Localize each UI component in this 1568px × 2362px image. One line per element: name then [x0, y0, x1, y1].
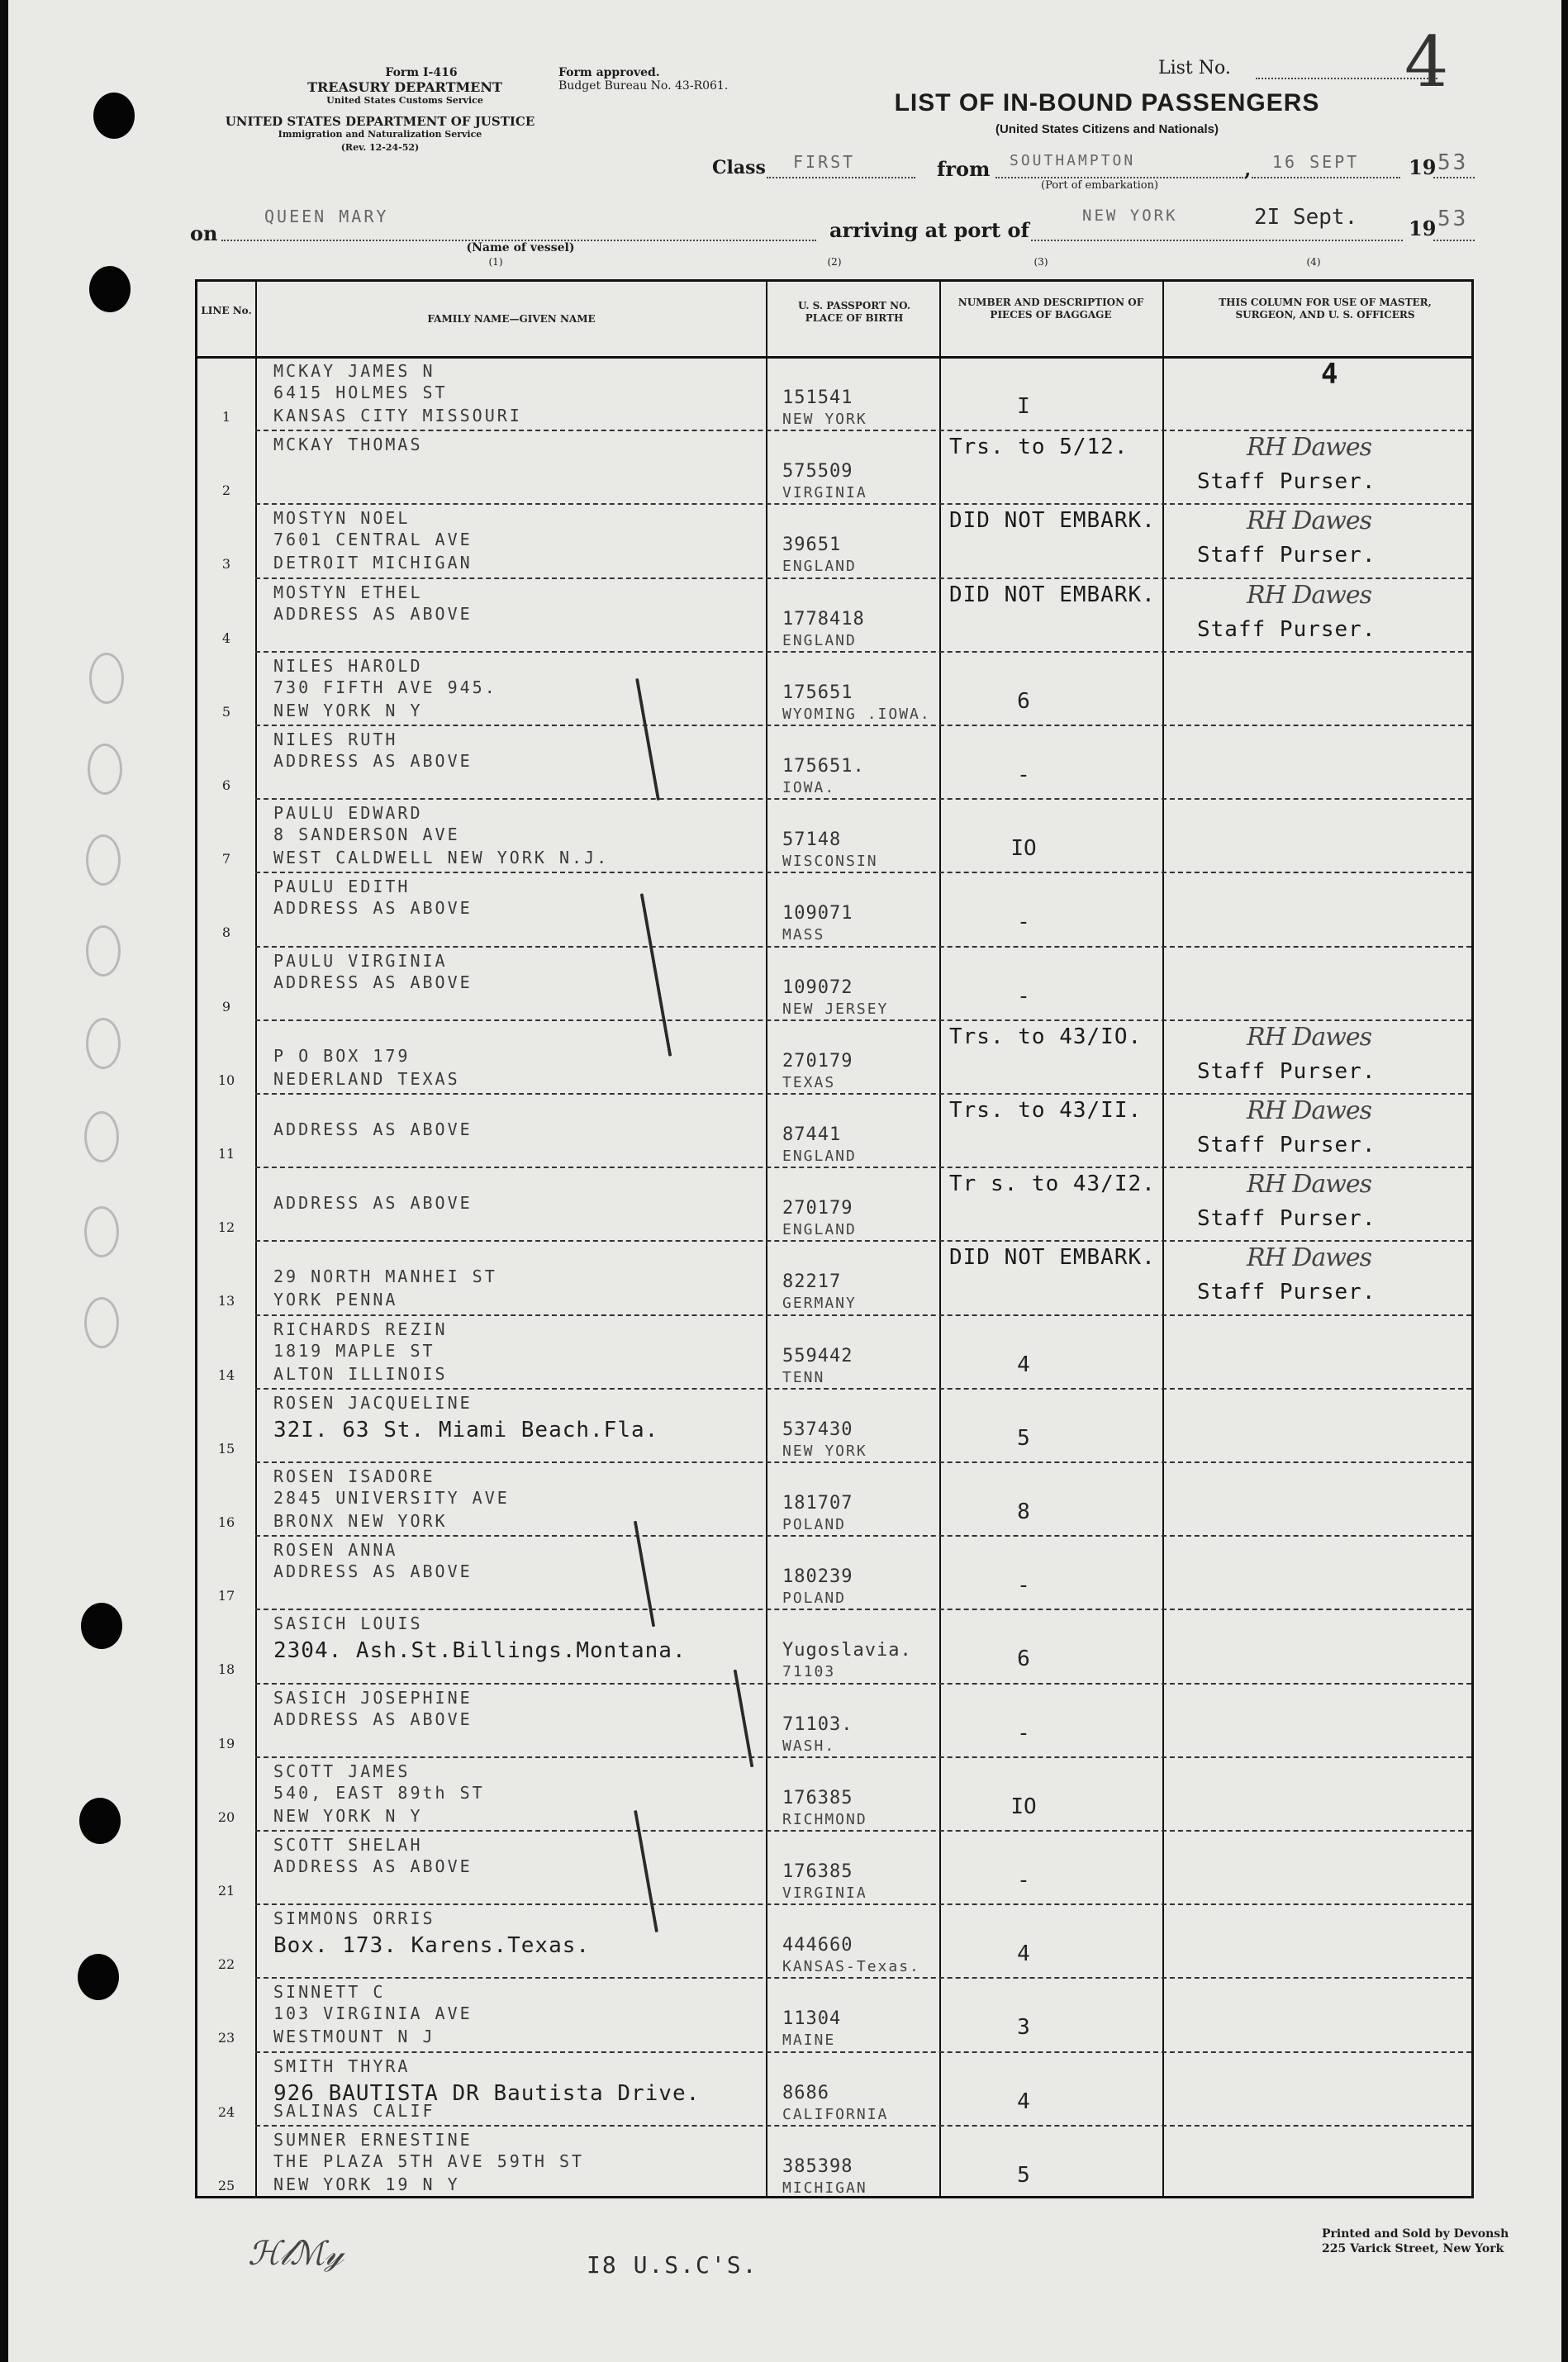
row-divider: [255, 1093, 1471, 1095]
passport-number: 444660: [782, 1935, 853, 1956]
place-of-birth: IOWA.: [782, 779, 836, 796]
place-of-birth: VIRGINIA: [782, 484, 867, 502]
line-number: 8: [221, 924, 231, 941]
row-divider: [255, 430, 1471, 431]
line-number: 20: [217, 1808, 235, 1825]
baggage-count: -: [1017, 763, 1030, 787]
address-line-1: ADDRESS AS ABOVE: [273, 1561, 473, 1582]
address-line-1: 926 BAUTISTA DR Bautista Drive.: [273, 2080, 701, 2106]
row-divider: [255, 798, 1471, 800]
line-number: 11: [217, 1146, 235, 1162]
address-line-1: 103 VIRGINIA AVE: [273, 2003, 473, 2024]
address-line-2: NEW YORK N Y: [273, 1805, 423, 1826]
class-value: FIRST: [793, 152, 856, 172]
passport-number: 575509: [782, 461, 853, 482]
place-of-birth: CALIFORNIA: [782, 2105, 889, 2123]
place-of-birth: ENGLAND: [782, 1221, 857, 1239]
row-divider: [255, 1830, 1471, 1832]
vessel-caption: (Name of vessel): [466, 241, 575, 254]
passenger-name: PAULU EDWARD: [273, 803, 423, 824]
line-number: 5: [221, 703, 231, 720]
purser-signature: RH Dawes: [1247, 1096, 1372, 1125]
passenger-name: SASICH JOSEPHINE: [273, 1687, 473, 1708]
binder-hole: [78, 1954, 119, 2000]
line-number: 24: [217, 2103, 235, 2120]
place-of-birth: ENGLAND: [782, 631, 857, 649]
address-line-1: ADDRESS AS ABOVE: [273, 1856, 473, 1876]
purser-signature: RH Dawes: [1247, 506, 1372, 536]
initials-signature: ℋ𝓁ℳ𝓎: [248, 2235, 343, 2273]
row-divider: [255, 503, 1471, 505]
place-of-birth: VIRGINIA: [782, 1884, 867, 1902]
passenger-name: SINNETT C: [273, 1982, 386, 2003]
line-number: 21: [217, 1883, 235, 1899]
line-number: 13: [217, 1293, 235, 1309]
address-line-2: YORK PENNA: [273, 1290, 398, 1310]
row-divider: [255, 1756, 1471, 1758]
row-divider: [255, 725, 1471, 726]
on-label: on: [190, 221, 218, 245]
place-of-birth: ENGLAND: [782, 558, 857, 576]
passport-number: 559442: [782, 1345, 853, 1366]
baggage-count: 6: [1017, 1647, 1030, 1672]
document-page: Form I-416 TREASURY DEPARTMENT United States Customs Service UNITED STATES DEPARTMENT OF JUSTICE Immigration and Naturalization Service (Rev. 12-24-52) Form approved. Budget Bureau No. 43-R061. List No. 4 LIST OF IN-BOUND PASSENGERS (United States Citizens and Nationals) Class FIRST from SOUTHAMPTON (Port of embarkation) , 16 SEPT 19 53 on QUEEN MARY (Name of vessel) (1) arriving at port of NEW YORK 2I Sept. 19 53 (2) (3) (4) LINE No. FAMILY NAME—GIVEN NAME U. S. PASSPORT NO. PLACE OF BIRTH NUMBER AND DESCRIPTION OF PIECES OF BAGGAGE THIS COLUMN FOR USE OF MASTER, SURGEON, AND U. S. OFFICERS 1 MCKAY JAMES N 6415 HOLMES ST KANSAS CITY MISSOURI 151541 NEW YORK I 4 2 MCKAY THOMAS 575509 VIRGINIA Trs. to 5/12. RH Dawes Staff Purser. 3 MOSTYN NOEL 7601 CENTRAL AVE DETROIT MICHIGAN 39651 ENGLAND DID NOT EMBARK. RH Dawes Staff Purser. 4 MOSTYN ETHEL ADDRESS AS ABOVE 1778418 ENGLAND DID NOT EMBARK. RH Dawes Staff Purser. 5 NILES HAROLD 730 FIFTH AVE 945. NEW YORK N Y 175651 WYOMING .IOWA. 6 6 NILES RUTH ADDRESS AS ABOVE 175651. IOWA. - 7 PAULU EDWARD 8 SANDERSON AVE WEST CALDWELL NEW YORK N.J. 57148 WISCONSIN IO 8 PAULU EDITH ADDRESS AS ABOVE 109071 MASS - 9 PAULU VIRGINIA ADDRESS AS ABOVE 109072 NEW JERSEY - 10 P O BOX 179 NEDERLAND TEXAS 270179 TEXAS Trs. to 43/IO. RH Dawes Staff Purser. 11 ADDRESS AS ABOVE 87441 ENGLAND Trs. to 43/II. RH Dawes Staff Purser. 12 ADDRESS AS ABOVE 270179 ENGLAND Tr s. to 43/I2. RH Dawes Staff Purser. 13 29 NORTH MANHEI ST YORK PENNA 82217 GERMANY DID NOT EMBARK. RH Dawes Staff Purser. 14 RICHARDS REZIN 1819 MAPLE ST ALTON ILLINOIS 559442 TENN 4 15 ROSEN JACQUELINE 32I. 63 St. Miami Beach.Fla. 537430 NEW YORK 5 16 ROSEN ISADORE 2845 UNIVERSITY AVE BRONX NEW YORK 181707 POLAND 8 17 ROSEN ANNA ADDRESS AS ABOVE 180239 POLAND - 18 SASICH LOUIS 2304. Ash.St.Billings.Montana. Yugoslavia. 71103 6 19 SASICH JOSEPHINE ADDRESS AS ABOVE 71103. WASH. - 20 SCOTT JAMES 540, EAST 89th ST NEW YORK N Y 176385 RICHMOND IO 21 SCOTT SHELAH ADDRESS AS ABOVE 176385 VIRGINIA - 22 SIMMONS ORRIS Box. 173. Karens.Texas. 444660 KANSAS-Texas. 4 23 SINNETT C 103 VIRGINIA AVE WESTMOUNT N J 11304 MAINE 3 24 SMITH THYRA 926 BAUTISTA DR Bautista Drive. SALINAS CALIF 8686 CALIFORNIA 4 25 SUMNER ERNESTINE THE PLAZA 5TH AVE 59TH ST NEW YORK 19 N Y 385398 MICHIGAN 5 ℋ𝓁ℳ𝓎 I8 U.S.C'S. Printed and Sold by Devonsh 225 Varick Street, New York: [8, 0, 1561, 2362]
passport-number: 109071: [782, 903, 853, 924]
address-line-1: 2304. Ash.St.Billings.Montana.: [273, 1638, 687, 1664]
address-line-2: ALTON ILLINOIS: [273, 1363, 448, 1384]
row-divider: [255, 1903, 1471, 1905]
passenger-name: MCKAY JAMES N: [273, 361, 435, 381]
passenger-name: SUMNER ERNESTINE: [273, 2129, 473, 2150]
embark-year: 53: [1437, 150, 1469, 175]
row-divider: [255, 1461, 1471, 1463]
passport-number: 151541: [782, 387, 853, 408]
address-line-2: KANSAS CITY MISSOURI: [273, 406, 522, 425]
line-number: 15: [217, 1440, 235, 1457]
header-baggage: NUMBER AND DESCRIPTION OF PIECES OF BAGGAGE: [957, 297, 1144, 321]
baggage-count: 4: [1017, 1941, 1030, 1967]
row-note: Tr s. to 43/I2.: [949, 1171, 1156, 1197]
baggage-count: 5: [1017, 1425, 1030, 1451]
place-of-birth: WASH.: [782, 1737, 836, 1755]
passport-number: 39651: [782, 535, 842, 556]
purser-signature: RH Dawes: [1247, 580, 1372, 610]
form-title: LIST OF IN-BOUND PASSENGERS: [894, 89, 1320, 116]
passport-number: 537430: [782, 1419, 853, 1440]
place-of-birth: MASS: [782, 926, 825, 944]
passport-number: 180239: [782, 1566, 853, 1588]
arrival-year: 53: [1437, 207, 1469, 231]
row-divider: [255, 946, 1471, 948]
line-number: 6: [221, 777, 231, 793]
passenger-name: SIMMONS ORRIS: [273, 1908, 435, 1929]
line-number: 3: [221, 556, 231, 573]
address-line-1: ADDRESS AS ABOVE: [273, 1709, 473, 1729]
baggage-count: 5: [1017, 2162, 1030, 2188]
header-passport: U. S. PASSPORT NO. PLACE OF BIRTH: [797, 300, 911, 324]
column-marker-4: (4): [1306, 256, 1321, 268]
address-line-1: ADDRESS AS ABOVE: [273, 603, 473, 624]
officer-note: Staff Purser.: [1197, 1206, 1376, 1232]
purser-signature: RH Dawes: [1247, 433, 1372, 463]
officer-note: 4: [1321, 358, 1339, 391]
line-number: 23: [217, 2030, 235, 2046]
officer-note: Staff Purser.: [1197, 543, 1376, 568]
row-divider: [255, 1167, 1471, 1168]
address-line-2: DETROIT MICHIGAN: [273, 553, 473, 573]
address-line-1: 6415 HOLMES ST: [273, 383, 448, 402]
address-line-1: THE PLAZA 5TH AVE 59TH ST: [273, 2151, 585, 2171]
place-of-birth: TEXAS: [782, 1073, 836, 1091]
place-of-birth: MAINE: [782, 2032, 836, 2050]
passenger-name: ROSEN ISADORE: [273, 1466, 435, 1486]
passenger-name: NILES RUTH: [273, 730, 398, 749]
passenger-name: MOSTYN ETHEL: [273, 582, 423, 602]
passenger-name: SMITH THYRA: [273, 2055, 411, 2076]
place-of-birth: NEW JERSEY: [782, 1000, 889, 1018]
row-divider: [255, 1683, 1471, 1685]
row-note: DID NOT EMBARK.: [949, 508, 1156, 534]
embark-date: 16 SEPT: [1272, 152, 1360, 172]
line-number: 16: [217, 1514, 235, 1530]
form-approved: Form approved.: [558, 66, 660, 79]
binder-hole-ring: [84, 1206, 119, 1257]
passport-number: 175651.: [782, 756, 865, 777]
passport-number: 109072: [782, 977, 853, 998]
officer-note: Staff Purser.: [1197, 1133, 1376, 1157]
row-divider: [255, 1019, 1471, 1021]
binder-hole-ring: [89, 653, 124, 704]
header-line-no: LINE No.: [201, 305, 252, 316]
place-of-birth: WISCONSIN: [782, 853, 878, 871]
baggage-count: -: [1017, 1868, 1030, 1893]
address-line-2: SALINAS CALIF: [273, 2100, 435, 2121]
row-divider: [255, 651, 1471, 653]
header-officers: THIS COLUMN FOR USE OF MASTER, SURGEON, AND U. S. OFFICERS: [1219, 297, 1432, 321]
line-number: 7: [221, 851, 231, 867]
passport-number: 270179: [782, 1050, 853, 1072]
baggage-count: 4: [1017, 2089, 1030, 2114]
passenger-name: PAULU EDITH: [273, 877, 411, 897]
address-line-2: NEW YORK N Y: [273, 700, 423, 720]
printer-line-1: Printed and Sold by Devonsh: [1322, 2227, 1509, 2241]
from-port: SOUTHAMPTON: [1010, 152, 1136, 169]
passport-number: 176385: [782, 1787, 853, 1808]
header-name: FAMILY NAME—GIVEN NAME: [427, 313, 596, 325]
binder-hole-ring: [86, 834, 121, 886]
binder-hole: [93, 93, 135, 139]
address-line-1: ADDRESS AS ABOVE: [273, 1193, 473, 1214]
passport-number: 385398: [782, 2155, 853, 2177]
passport-number: 11304: [782, 2008, 842, 2030]
place-of-birth: POLAND: [782, 1590, 847, 1608]
passport-number: 71103.: [782, 1713, 853, 1735]
baggage-count: -: [1017, 983, 1030, 1009]
row-divider: [255, 1535, 1471, 1537]
passenger-name: MOSTYN NOEL: [273, 508, 411, 529]
address-line-2: NEW YORK 19 N Y: [273, 2174, 460, 2194]
passenger-name: ROSEN ANNA: [273, 1540, 398, 1561]
address-line-1: ADDRESS AS ABOVE: [273, 898, 473, 919]
passport-number: 1778418: [782, 608, 865, 630]
address-line-2: NEDERLAND TEXAS: [273, 1068, 460, 1089]
column-marker-2: (2): [827, 256, 842, 268]
purser-signature: RH Dawes: [1247, 1022, 1372, 1052]
place-of-birth: KANSAS-Texas.: [782, 1958, 920, 1976]
address-line-2: BRONX NEW YORK: [273, 1511, 448, 1531]
customs-service: United States Customs Service: [326, 95, 483, 106]
row-divider: [255, 1609, 1471, 1610]
row-note: Trs. to 43/IO.: [949, 1024, 1143, 1049]
row-divider: [255, 2051, 1471, 2053]
department-of-justice: UNITED STATES DEPARTMENT OF JUSTICE: [225, 114, 535, 129]
baggage-count: -: [1017, 910, 1030, 935]
line-number: 2: [221, 482, 231, 499]
row-divider: [255, 1314, 1471, 1316]
passport-number: 87441: [782, 1124, 842, 1145]
address-line-1: Box. 173. Karens.Texas.: [273, 1933, 591, 1959]
purser-signature: RH Dawes: [1247, 1243, 1372, 1273]
treasury-department: TREASURY DEPARTMENT: [307, 79, 502, 95]
address-line-1: ADDRESS AS ABOVE: [273, 1119, 473, 1139]
list-number-value: 4: [1404, 21, 1449, 102]
address-line-1: ADDRESS AS ABOVE: [273, 751, 473, 771]
passport-number: Yugoslavia.: [782, 1640, 912, 1661]
list-number-label: List No.: [1158, 58, 1231, 78]
uscs-count: I8 U.S.C'S.: [587, 2251, 758, 2279]
form-subtitle: (United States Citizens and Nationals): [995, 122, 1219, 136]
place-of-birth: NEW YORK: [782, 411, 867, 428]
binder-hole-ring: [86, 925, 121, 977]
passport-number: 175651: [782, 682, 853, 703]
passport-number: 270179: [782, 1198, 853, 1219]
row-divider: [255, 1240, 1471, 1242]
place-of-birth: GERMANY: [782, 1295, 857, 1313]
vessel-name: QUEEN MARY: [264, 207, 389, 226]
row-divider: [255, 1977, 1471, 1979]
officer-note: Staff Purser.: [1197, 1058, 1376, 1084]
baggage-count: 4: [1017, 1352, 1030, 1377]
binder-hole: [81, 1603, 122, 1649]
passenger-name: SCOTT SHELAH: [273, 1835, 423, 1855]
binder-hole-ring: [84, 1111, 119, 1162]
column-marker-1: (1): [488, 256, 503, 268]
baggage-count: 8: [1017, 1499, 1030, 1524]
officer-note: Staff Purser.: [1197, 469, 1376, 495]
line-number: 18: [217, 1661, 235, 1678]
line-number: 22: [217, 1956, 235, 1973]
row-divider: [255, 1388, 1471, 1390]
place-of-birth: MICHIGAN: [782, 2179, 867, 2197]
passenger-name: MCKAY THOMAS: [273, 435, 423, 455]
passenger-name: PAULU VIRGINIA: [273, 950, 448, 971]
ins-name: Immigration and Naturalization Service: [278, 129, 482, 140]
binder-hole-ring: [84, 1297, 119, 1348]
baggage-count: 3: [1017, 2015, 1030, 2041]
address-line-1: 29 NORTH MANHEI ST: [273, 1267, 497, 1287]
binder-hole-ring: [86, 1018, 121, 1069]
budget-bureau: Budget Bureau No. 43-R061.: [558, 79, 729, 93]
line-number: 10: [217, 1072, 235, 1088]
address-line-1: 32I. 63 St. Miami Beach.Fla.: [273, 1417, 659, 1442]
officer-note: Staff Purser.: [1197, 616, 1376, 642]
address-line-1: P O BOX 179: [273, 1045, 411, 1066]
form-number: Form I-416: [385, 66, 458, 79]
printer-line-2: 225 Varick Street, New York: [1322, 2242, 1504, 2255]
baggage-count: -: [1017, 1573, 1030, 1599]
place-of-birth: RICHMOND: [782, 1810, 867, 1828]
row-note: Trs. to 5/12.: [949, 435, 1128, 460]
line-number: 17: [217, 1588, 235, 1604]
line-number: 14: [217, 1366, 235, 1383]
line-number: 4: [221, 630, 231, 646]
baggage-count: -: [1017, 1720, 1030, 1746]
address-line-1: 540, EAST 89th ST: [273, 1782, 485, 1803]
line-number: 9: [221, 998, 231, 1015]
binder-hole-ring: [88, 744, 122, 795]
address-line-2: WEST CALDWELL NEW YORK N.J.: [273, 848, 610, 868]
passport-number: 82217: [782, 1271, 842, 1293]
passenger-table: [195, 279, 1474, 2198]
line-number: 1: [221, 409, 231, 425]
revision-date: (Rev. 12-24-52): [340, 142, 420, 153]
passenger-name: SASICH LOUIS: [273, 1613, 423, 1634]
purser-signature: RH Dawes: [1247, 1170, 1372, 1200]
place-of-birth: POLAND: [782, 1516, 847, 1533]
column-marker-3: (3): [1033, 256, 1048, 268]
row-note: DID NOT EMBARK.: [949, 1245, 1156, 1271]
class-label: Class: [712, 157, 766, 178]
passenger-name: ROSEN JACQUELINE: [273, 1392, 473, 1413]
address-line-1: 2845 UNIVERSITY AVE: [273, 1488, 510, 1508]
address-line-2: WESTMOUNT N J: [273, 2027, 435, 2047]
baggage-count: I: [1017, 394, 1030, 419]
passenger-name: NILES HAROLD: [273, 655, 423, 676]
from-label: from: [937, 157, 991, 181]
baggage-count: 6: [1017, 688, 1030, 714]
row-divider: [255, 872, 1471, 873]
address-line-1: 7601 CENTRAL AVE: [273, 530, 473, 550]
address-line-1: 1819 MAPLE ST: [273, 1340, 435, 1361]
embark-year-prefix: 19: [1409, 155, 1437, 179]
passport-number: 57148: [782, 829, 842, 851]
line-number: 25: [217, 2177, 235, 2193]
arrival-port: NEW YORK: [1082, 207, 1178, 225]
address-line-1: 8 SANDERSON AVE: [273, 825, 460, 845]
place-of-birth: NEW YORK: [782, 1442, 867, 1460]
line-number: 12: [217, 1219, 235, 1236]
address-line-1: 730 FIFTH AVE 945.: [273, 677, 497, 697]
place-of-birth: WYOMING .IOWA.: [782, 705, 931, 723]
baggage-count: IO: [1010, 1794, 1037, 1819]
passenger-name: RICHARDS REZIN: [273, 1319, 448, 1339]
binder-hole: [89, 266, 131, 312]
address-line-1: ADDRESS AS ABOVE: [273, 972, 473, 992]
row-divider: [255, 2125, 1471, 2127]
passenger-name: SCOTT JAMES: [273, 1761, 411, 1781]
row-note: DID NOT EMBARK.: [949, 582, 1156, 607]
place-of-birth: TENN: [782, 1368, 825, 1386]
officer-note: Staff Purser.: [1197, 1280, 1376, 1305]
line-number: 19: [217, 1735, 235, 1751]
passport-number: 8686: [782, 2082, 829, 2103]
place-of-birth: ENGLAND: [782, 1148, 857, 1165]
row-divider: [255, 577, 1471, 579]
arrival-year-prefix: 19: [1409, 216, 1437, 240]
port-caption: (Port of embarkation): [1041, 179, 1159, 192]
row-note: Trs. to 43/II.: [949, 1098, 1143, 1123]
place-of-birth: 71103: [782, 1663, 836, 1681]
passport-number: 176385: [782, 1861, 853, 1882]
arriving-label: arriving at port of: [829, 218, 1029, 242]
binder-hole: [79, 1798, 121, 1844]
passport-number: 181707: [782, 1493, 853, 1514]
baggage-count: IO: [1010, 836, 1037, 862]
arrival-date: 2I Sept.: [1254, 205, 1358, 230]
